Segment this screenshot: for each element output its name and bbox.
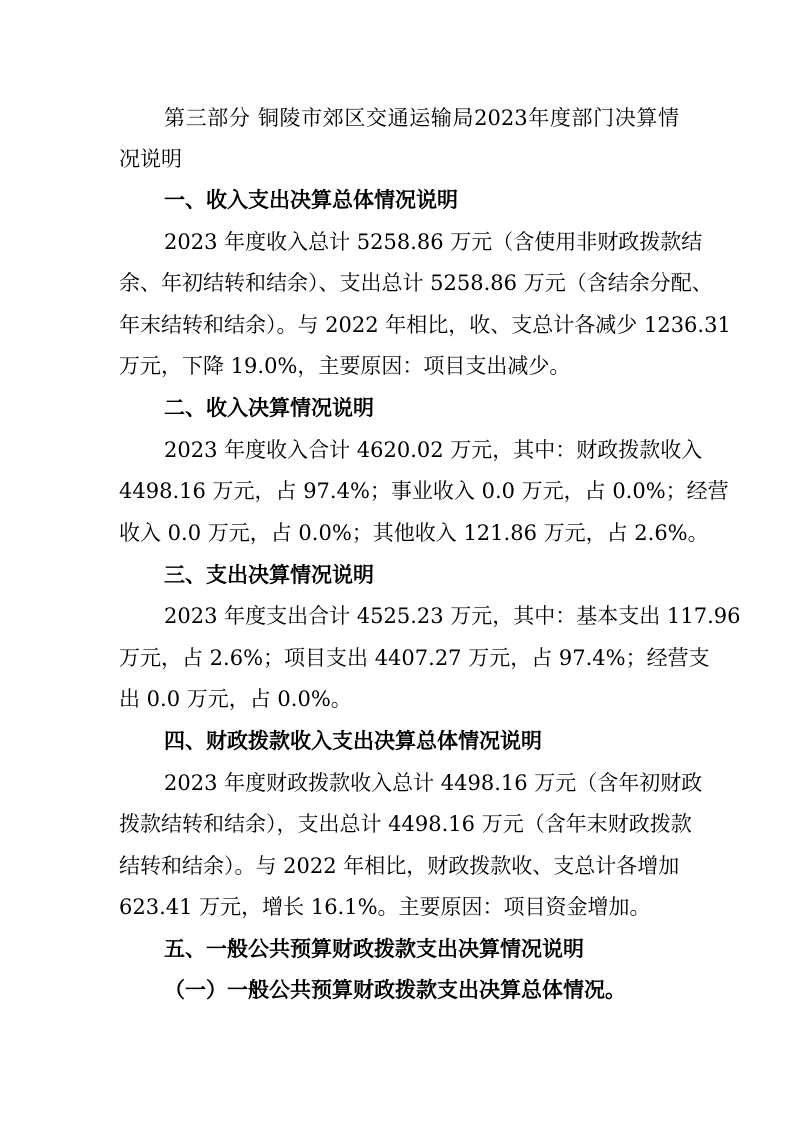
section-3-paragraph-line: 2023 年度支出合计 4525.23 万元，其中：基本支出 117.96 — [164, 604, 741, 628]
section-4-heading: 四、财政拨款收入支出决算总体情况说明 — [164, 729, 542, 753]
section-3-paragraph-line: 万元，占 2.6%；项目支出 4407.27 万元，占 97.4%；经营支 — [119, 646, 710, 670]
section-3-paragraph-line: 出 0.0 万元，占 0.0%。 — [119, 687, 352, 711]
section-5-subheading: （一）一般公共预算财政拨款支出决算总体情况。 — [164, 978, 626, 1002]
section-1-paragraph-line: 万元，下降 19.0%，主要原因：项目支出减少。 — [119, 354, 571, 378]
section-1-heading: 一、收入支出决算总体情况说明 — [164, 188, 458, 212]
section-4-paragraph-line: 623.41 万元，增长 16.1%。主要原因：项目资金增加。 — [119, 895, 651, 919]
section-2-heading: 二、收入决算情况说明 — [164, 396, 374, 420]
section-3-heading: 三、支出决算情况说明 — [164, 563, 374, 587]
section-2-paragraph-line: 2023 年度收入合计 4620.02 万元，其中：财政拨款收入 — [164, 438, 703, 462]
section-1-paragraph-line: 2023 年度收入总计 5258.86 万元（含使用非财政拨款结 — [164, 230, 703, 254]
document-title-line-2: 况说明 — [119, 147, 182, 171]
section-2-paragraph-line: 4498.16 万元，占 97.4%；事业收入 0.0 万元，占 0.0%；经营 — [119, 479, 729, 503]
section-1-paragraph-line: 余、年初结转和结余）、支出总计 5258.86 万元（含结余分配、 — [119, 271, 713, 295]
section-2-paragraph-line: 收入 0.0 万元，占 0.0%；其他收入 121.86 万元，占 2.6%。 — [119, 521, 709, 545]
document-title-line-1: 第三部分 铜陵市郊区交通运输局2023年度部门决算情 — [164, 106, 679, 130]
section-4-paragraph-line: 2023 年度财政拨款收入总计 4498.16 万元（含年初财政 — [164, 771, 703, 795]
section-4-paragraph-line: 结转和结余）。与 2022 年相比，财政拨款收、支总计各增加 — [119, 854, 680, 878]
section-1-paragraph-line: 年末结转和结余）。与 2022 年相比，收、支总计各减少 1236.31 — [119, 313, 731, 337]
section-4-paragraph-line: 拨款结转和结余），支出总计 4498.16 万元（含年末财政拨款 — [119, 812, 692, 836]
section-5-heading: 五、一般公共预算财政拨款支出决算情况说明 — [164, 937, 584, 961]
